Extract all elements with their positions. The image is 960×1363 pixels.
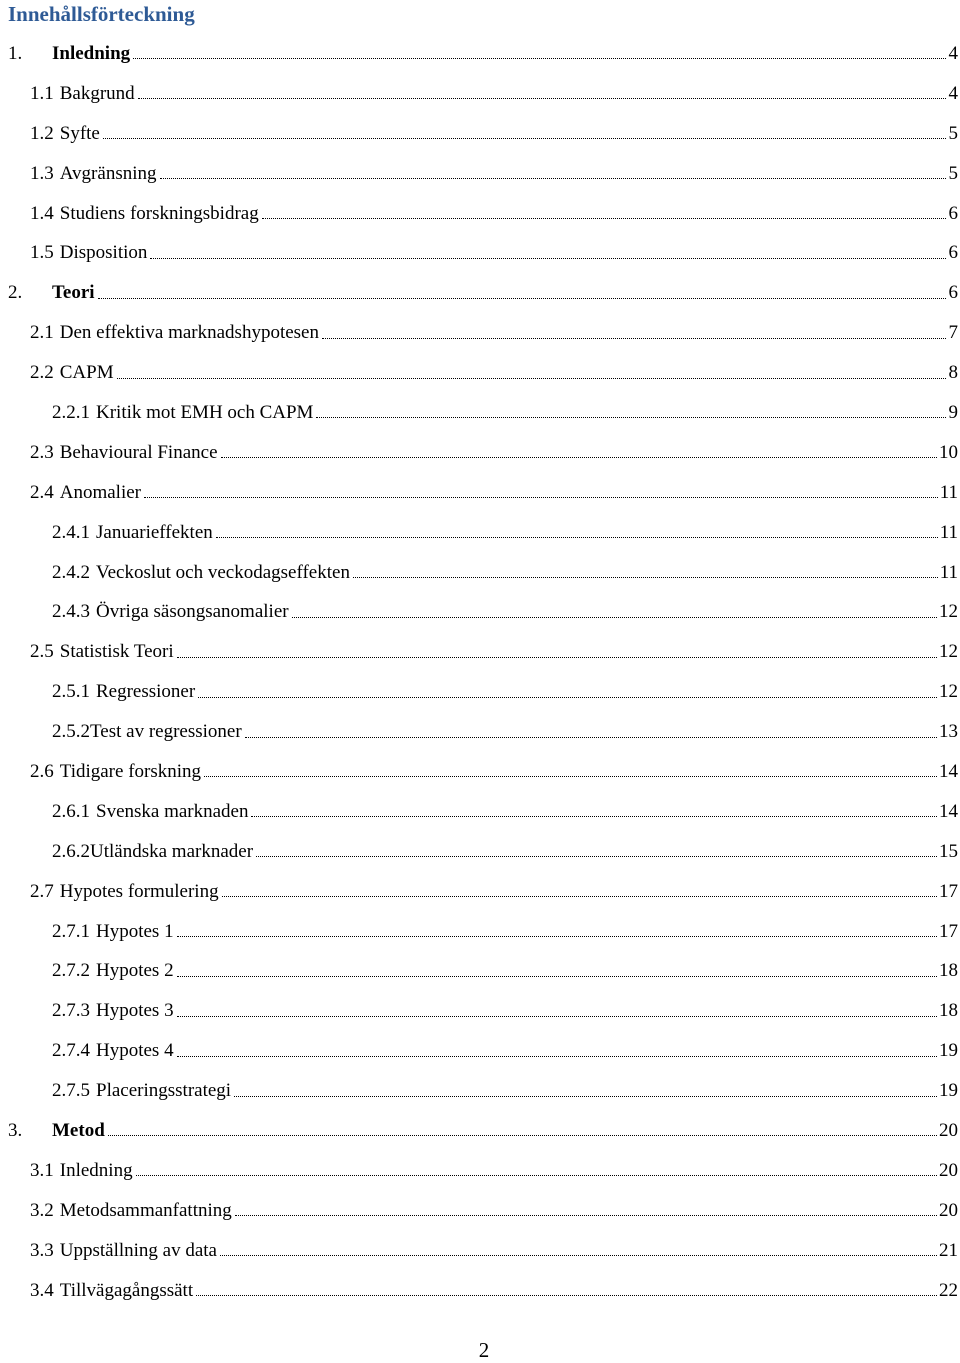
toc-entry-title: Disposition <box>59 242 148 264</box>
toc-entry[interactable] <box>0 672 960 712</box>
toc-entry-title: Hypotes 4 <box>96 1040 174 1062</box>
toc-entry-title: Tidigare forskning <box>59 760 202 782</box>
toc-entry[interactable] <box>0 1231 960 1271</box>
toc-entry-page: 19 <box>939 1040 958 1062</box>
toc-entry[interactable] <box>0 553 960 593</box>
toc-entry-page: 11 <box>939 561 958 583</box>
toc-entry-number: 2.1 <box>30 322 54 344</box>
toc-entry[interactable] <box>0 194 960 234</box>
toc-entry-number: 2.6 <box>30 760 54 782</box>
toc-entry-title: Regressioner <box>96 681 196 703</box>
toc-entry[interactable] <box>0 712 960 752</box>
toc-entry[interactable] <box>0 393 960 433</box>
toc-entry-title: Inledning <box>59 1159 133 1181</box>
toc-entry-title: Hypotes 2 <box>96 960 174 982</box>
toc-entry-title: Avgränsning <box>59 162 157 184</box>
toc-entry-number: 2.7.1 <box>52 920 90 942</box>
toc-entry-number: 2.6.1 <box>52 800 90 822</box>
toc-entry-page: 22 <box>939 1279 958 1301</box>
toc-entry-page: 4 <box>948 42 958 64</box>
dot-leader <box>222 896 937 897</box>
dot-leader <box>133 58 946 59</box>
toc-entry-title: Januarieffekten <box>96 521 213 543</box>
toc-entry-page: 12 <box>939 681 958 703</box>
dot-leader <box>245 737 937 738</box>
toc-entry-title: Statistisk Teori <box>59 641 174 663</box>
toc-entry-number: 2. <box>8 282 23 304</box>
toc-entry-title: Uppställning av data <box>59 1239 217 1261</box>
toc-entry[interactable] <box>0 74 960 114</box>
dot-leader <box>177 1056 937 1057</box>
dot-leader <box>216 537 938 538</box>
toc-entry-number: 1.4 <box>30 202 54 224</box>
toc-entry-page: 18 <box>939 1000 958 1022</box>
dot-leader <box>108 1135 937 1136</box>
page-number: 2 <box>478 1338 490 1362</box>
toc-entry-page: 20 <box>939 1159 958 1181</box>
dot-leader <box>160 178 947 179</box>
toc-entry-title: Test av regressioner <box>90 721 242 743</box>
toc-entry[interactable] <box>0 752 960 792</box>
dot-leader <box>136 1175 937 1176</box>
toc-entry-page: 18 <box>939 960 958 982</box>
toc-entry-page: 20 <box>939 1119 958 1141</box>
toc-entry-page: 5 <box>948 122 958 144</box>
toc-entry-page: 7 <box>948 322 958 344</box>
dot-leader <box>177 1016 937 1017</box>
toc-heading: Innehållsförteckning <box>8 2 195 26</box>
toc-entry-number: 2.7.5 <box>52 1080 90 1102</box>
toc-entry-number: 3.2 <box>30 1199 54 1221</box>
dot-leader <box>150 258 946 259</box>
dot-leader <box>204 776 937 777</box>
toc-entry-page: 17 <box>939 920 958 942</box>
toc-entry-title: Studiens forskningsbidrag <box>59 202 259 224</box>
dot-leader <box>98 298 946 299</box>
toc-entry-number: 2.6.2 <box>52 840 90 862</box>
toc-entry[interactable] <box>0 912 960 952</box>
toc-entry-title: Placeringsstrategi <box>96 1080 232 1102</box>
dot-leader <box>235 1215 937 1216</box>
toc-entry-title: Teori <box>52 282 95 304</box>
toc-entry-number: 2.4.2 <box>52 561 90 583</box>
toc-entry-number: 2.7.4 <box>52 1040 90 1062</box>
toc-entry-page: 6 <box>948 282 958 304</box>
toc-entry-number: 1.3 <box>30 162 54 184</box>
toc-entry-page: 11 <box>939 481 958 503</box>
toc-entry-title: Bakgrund <box>59 82 135 104</box>
toc-entry-number: 2.5 <box>30 641 54 663</box>
toc-entry[interactable] <box>0 991 960 1031</box>
toc-entry[interactable] <box>0 1191 960 1231</box>
dot-leader <box>262 218 946 219</box>
toc-entry-number: 2.3 <box>30 441 54 463</box>
dot-leader <box>316 417 946 418</box>
dot-leader <box>103 138 946 139</box>
toc-entry-number: 3.3 <box>30 1239 54 1261</box>
dot-leader <box>144 497 938 498</box>
dot-leader <box>234 1096 937 1097</box>
dot-leader <box>198 697 937 698</box>
dot-leader <box>322 338 946 339</box>
toc-entry-title: Tillvägagångssätt <box>59 1279 194 1301</box>
dot-leader <box>138 98 946 99</box>
dot-leader <box>177 657 937 658</box>
toc-entry-page: 6 <box>948 242 958 264</box>
toc-entry-number: 2.7.2 <box>52 960 90 982</box>
toc-entry-title: Hypotes formulering <box>59 880 219 902</box>
dot-leader <box>221 457 937 458</box>
toc-entry[interactable] <box>0 353 960 393</box>
toc-entry-title: Utländska marknader <box>90 840 254 862</box>
toc-entry-page: 20 <box>939 1199 958 1221</box>
toc-entry-number: 2.2 <box>30 362 54 384</box>
toc-entry-title: Inledning <box>52 42 131 64</box>
toc-list <box>0 34 960 1311</box>
toc-entry[interactable] <box>0 592 960 632</box>
toc-entry-page: 4 <box>948 82 958 104</box>
toc-entry-page: 10 <box>939 441 958 463</box>
toc-entry-page: 9 <box>948 401 958 423</box>
toc-entry-page: 6 <box>948 202 958 224</box>
dot-leader <box>220 1255 937 1256</box>
dot-leader <box>117 378 946 379</box>
toc-entry-number: 3.4 <box>30 1279 54 1301</box>
toc-entry[interactable] <box>0 951 960 991</box>
toc-entry[interactable] <box>0 273 960 313</box>
toc-entry-title: Behavioural Finance <box>59 441 218 463</box>
toc-entry-number: 2.7 <box>30 880 54 902</box>
toc-entry[interactable] <box>0 513 960 553</box>
dot-leader <box>177 976 937 977</box>
toc-entry[interactable] <box>0 1271 960 1311</box>
toc-entry-number: 2.4 <box>30 481 54 503</box>
toc-entry-title: Övriga säsongsanomalier <box>96 601 289 623</box>
toc-entry-number: 3. <box>8 1119 23 1141</box>
toc-entry-number: 2.4.3 <box>52 601 90 623</box>
toc-entry-number: 3.1 <box>30 1159 54 1181</box>
toc-entry-title: Hypotes 3 <box>96 1000 174 1022</box>
toc-entry-number: 2.2.1 <box>52 401 90 423</box>
toc-entry[interactable] <box>0 1151 960 1191</box>
toc-entry-title: Veckoslut och veckodagseffekten <box>96 561 350 583</box>
toc-entry-number: 1.2 <box>30 122 54 144</box>
toc-entry-number: 2.4.1 <box>52 521 90 543</box>
toc-entry-number: 1.5 <box>30 242 54 264</box>
toc-entry-page: 5 <box>948 162 958 184</box>
toc-entry[interactable] <box>0 832 960 872</box>
toc-entry[interactable] <box>0 1111 960 1151</box>
dot-leader <box>292 617 937 618</box>
toc-entry[interactable] <box>0 792 960 832</box>
toc-entry-page: 21 <box>939 1239 958 1261</box>
toc-entry-number: 2.5.2 <box>52 721 90 743</box>
toc-entry-number: 1. <box>8 42 23 64</box>
toc-entry-title: CAPM <box>59 362 114 384</box>
dot-leader <box>251 816 937 817</box>
toc-entry-page: 15 <box>939 840 958 862</box>
toc-entry-page: 14 <box>939 760 958 782</box>
toc-entry-title: Syfte <box>59 122 100 144</box>
toc-entry[interactable] <box>0 34 960 74</box>
toc-entry[interactable] <box>0 473 960 513</box>
toc-entry-title: Metodsammanfattning <box>59 1199 232 1221</box>
dot-leader <box>256 856 937 857</box>
toc-entry-page: 19 <box>939 1080 958 1102</box>
toc-entry-title: Svenska marknaden <box>96 800 249 822</box>
toc-entry[interactable] <box>0 1031 960 1071</box>
toc-entry-title: Kritik mot EMH och CAPM <box>96 401 314 423</box>
toc-entry-page: 13 <box>939 721 958 743</box>
toc-entry[interactable] <box>0 872 960 912</box>
toc-entry-page: 12 <box>939 601 958 623</box>
toc-entry-title: Den effektiva marknadshypotesen <box>59 322 319 344</box>
toc-entry-title: Anomalier <box>59 481 142 503</box>
toc-entry-page: 11 <box>939 521 958 543</box>
toc-entry-page: 12 <box>939 641 958 663</box>
toc-entry-title: Hypotes 1 <box>96 920 174 942</box>
toc-entry[interactable] <box>0 154 960 194</box>
toc-entry[interactable] <box>0 632 960 672</box>
toc-entry-page: 8 <box>948 362 958 384</box>
toc-entry[interactable] <box>0 313 960 353</box>
dot-leader <box>196 1295 937 1296</box>
dot-leader <box>353 577 938 578</box>
toc-entry[interactable] <box>0 233 960 273</box>
toc-entry-page: 14 <box>939 800 958 822</box>
dot-leader <box>177 936 937 937</box>
toc-entry-number: 2.5.1 <box>52 681 90 703</box>
toc-entry-number: 1.1 <box>30 82 54 104</box>
toc-entry[interactable] <box>0 1071 960 1111</box>
toc-entry-number: 2.7.3 <box>52 1000 90 1022</box>
toc-entry-title: Metod <box>52 1119 105 1141</box>
toc-entry[interactable] <box>0 433 960 473</box>
toc-entry-page: 17 <box>939 880 958 902</box>
toc-entry[interactable] <box>0 114 960 154</box>
